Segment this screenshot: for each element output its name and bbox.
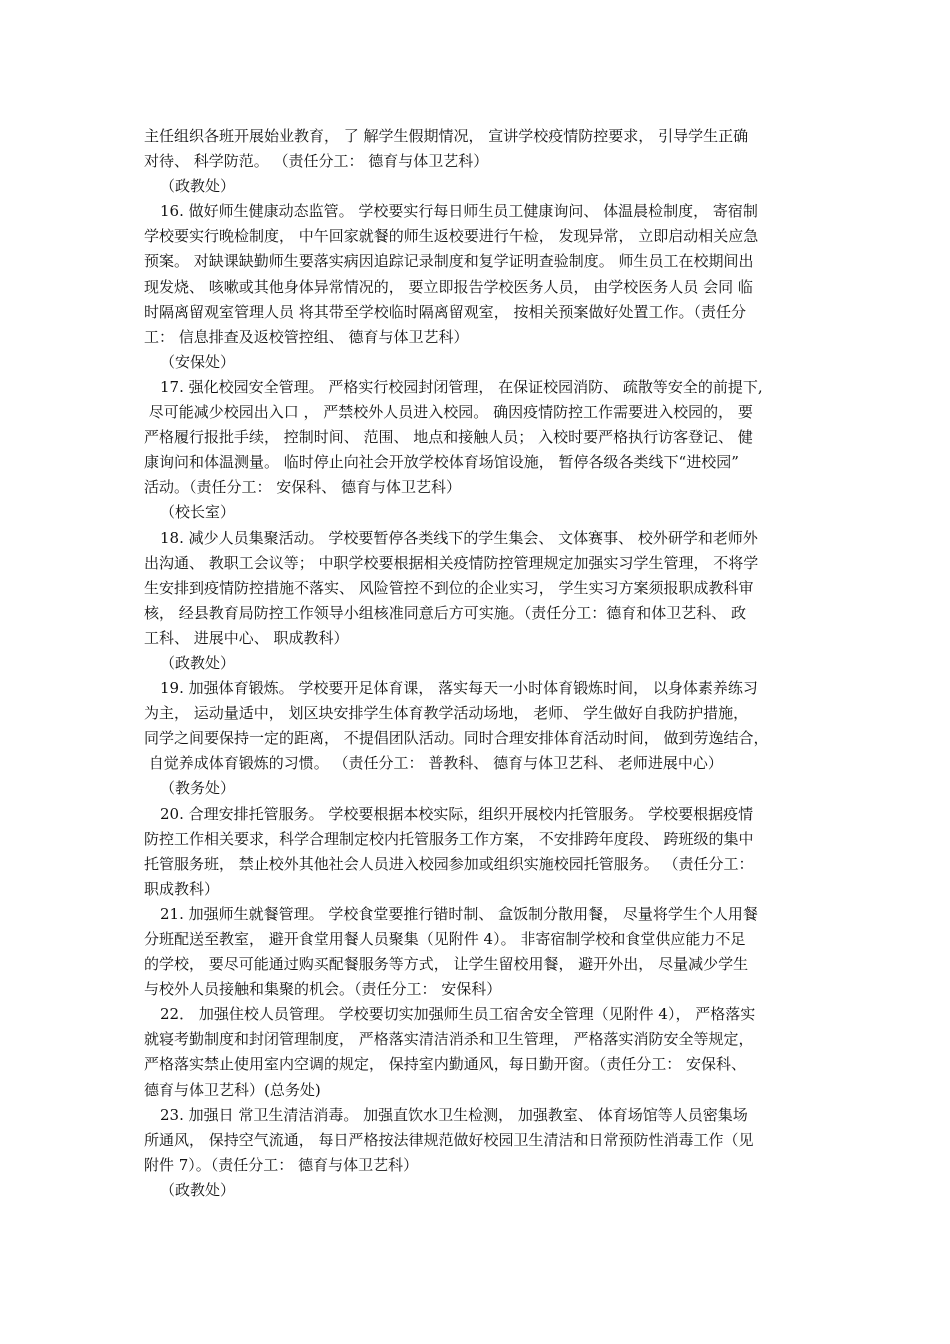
text-line: 出沟通、 教职工会议等； 中职学校要根据相关疫情防控管理规定加强实习学生管理， 不将学 <box>144 553 759 572</box>
text-line: 18. 减少人员集聚活动。 学校要暂停各类线下的学生集会、 文体赛事、 校外研学和老师外 <box>160 528 758 547</box>
text-line: （政教处） <box>160 1180 236 1199</box>
text-line: 托管服务班， 禁止校外其他社会人员进入校园参加或组织实施校园托管服务。 （责任分工： <box>144 854 754 873</box>
text-line: （政教处） <box>160 177 236 196</box>
text-line: 康询问和体温测量。 临时停止向社会开放学校体育场馆设施， 暂停各级各类线下“进校园” <box>144 453 739 472</box>
text-line: 防控工作相关要求，科学合理制定校内托管服务工作方案， 不安排跨年度段、 跨班级的集中 <box>144 829 754 848</box>
text-line: 同学之间要保持一定的距离， 不提倡团队活动。同时合理安排体育活动时间， 做到劳逸结合， <box>144 729 769 748</box>
text-line: 严格落实禁止使用室内空调的规定， 保持室内勤通风，每日勤开窗。（责任分工： 安保科、 <box>144 1055 747 1074</box>
text-line: 尽可能减少校园出入口 ， 严禁校外人员进入校园。 确因疫情防控工作需要进入校园的， 要 <box>144 403 753 422</box>
text-line: 职成教科） <box>144 879 220 898</box>
text-line: 23. 加强日 常卫生清洁消毒。 加强直饮水卫生检测， 加强教室、 体育场馆等人员密集场 <box>160 1105 748 1124</box>
text-line: 附件 7）。（责任分工： 德育与体卫艺科） <box>144 1155 419 1174</box>
text-line: 自觉养成体育锻炼的习惯。 （责任分工： 普教科、 德育与体卫艺科、 老师进展中心） <box>144 754 723 773</box>
text-line: 为主， 运动量适中， 划区块安排学生体育教学活动场地， 老师、 学生做好自我防护措施， <box>144 704 749 723</box>
text-line: 所通风， 保持空气流通， 每日严格按法律规范做好校园卫生清洁和日常预防性消毒工作（见 <box>144 1130 754 1149</box>
text-line: 学校要实行晚检制度， 中午回家就餐的师生返校要进行午检， 发现异常， 立即启动相关应急 <box>144 227 759 246</box>
text-line: 生安排到疫情防控措施不落实、 风险管控不到位的企业实习， 学生实习方案须报职成教科审 <box>144 578 754 597</box>
text-line: 20. 合理安排托管服务。 学校要根据本校实际，组织开展校内托管服务。 学校要根据疫情 <box>160 804 754 823</box>
text-line: 活动。（责任分工： 安保科、 德育与体卫艺科） <box>144 478 462 497</box>
text-line: 预案。 对缺课缺勤师生要落实病因追踪记录制度和复学证明查验制度。 师生员工在校期间出 <box>144 252 754 271</box>
text-line: 就寝考勤制度和封闭管理制度， 严格落实清洁消杀和卫生管理， 严格落实消防安全等规定， <box>144 1030 754 1049</box>
text-line: 与校外人员接触和集聚的机会。（责任分工： 安保科） <box>144 980 502 999</box>
text-line: 核， 经县教育局防控工作领导小组核准同意后方可实施。（责任分工：德育和体卫艺科、 政 <box>144 603 747 622</box>
text-line: 21. 加强师生就餐管理。 学校食堂要推行错时制、 盒饭制分散用餐， 尽量将学生个人用餐 <box>160 904 758 923</box>
text-line: 分班配送至教室， 避开食堂用餐人员聚集（见附件 4）。 非寄宿制学校和食堂供应能力不足 <box>144 930 746 948</box>
text-line: 的学校， 要尽可能通过购买配餐服务等方式， 让学生留校用餐， 避开外出， 尽量减少学生 <box>144 955 749 974</box>
text-line: （校长室） <box>160 503 236 522</box>
text-line: 时隔离留观室管理人员 将其带至学校临时隔离留观室， 按相关预案做好处置工作。（责任分 <box>144 302 747 321</box>
text-line: 工： 信息排查及返校管控组、 德育与体卫艺科） <box>144 327 469 346</box>
text-line: 17. 强化校园安全管理。 严格实行校园封闭管理， 在保证校园消防、 疏散等安全的前提下, <box>160 377 763 396</box>
text-line: 现发烧、 咳嗽或其他身体异常情况的， 要立即报告学校医务人员， 由学校医务人员 会同 临 <box>144 277 753 296</box>
text-line: 德育与体卫艺科）(总务处) <box>144 1080 321 1099</box>
text-line: （教务处） <box>160 779 236 798</box>
text-line: 19. 加强体育锻炼。 学校要开足体育课， 落实每天一小时体育锻炼时间， 以身体素养练习 <box>160 679 758 698</box>
text-line: 对待、 科学防范。 （责任分工： 德育与体卫艺科） <box>144 152 489 171</box>
text-line: 22． 加强住校人员管理。 学校要切实加强师生员工宿舍安全管理（见附件 4）， 严格落实 <box>160 1005 756 1024</box>
text-line: 严格履行报批手续， 控制时间、 范围、 地点和接触人员； 入校时要严格执行访客登记、 健 <box>144 428 753 447</box>
text-line: （安保处） <box>160 352 236 371</box>
text-line: （政教处） <box>160 653 236 672</box>
document-page <box>144 124 812 1203</box>
text-line: 16. 做好师生健康动态监管。 学校要实行每日师生员工健康询问、 体温晨检制度， 寄宿制 <box>160 202 758 221</box>
text-line: 工科、 进展中心、 职成教科） <box>144 628 349 647</box>
text-line: 主任组织各班开展始业教育， 了 解学生假期情况， 宣讲学校疫情防控要求， 引导学生正确 <box>144 127 749 145</box>
